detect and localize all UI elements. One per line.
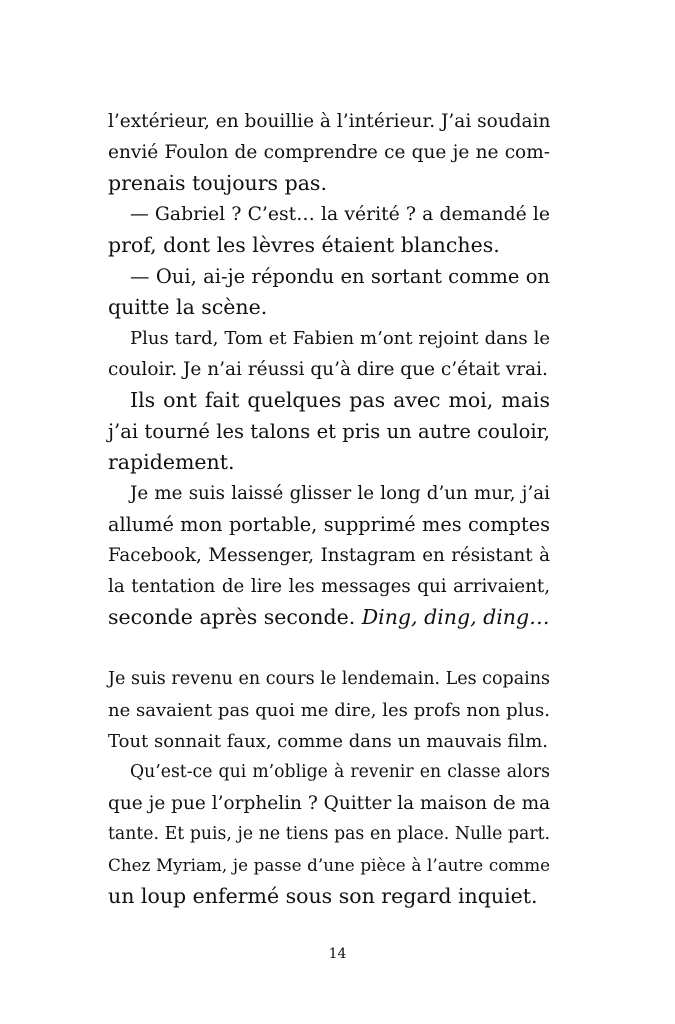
section-break bbox=[108, 633, 550, 664]
text-line: Ils ont fait quelques pas avec moi, mais bbox=[130, 388, 550, 412]
text-line: j’ai tourné les talons et pris un autre couloir, bbox=[108, 420, 550, 443]
text-line: Facebook, Messenger, Instagram en résistant à bbox=[108, 545, 550, 566]
page-number: 14 bbox=[328, 946, 347, 962]
text-line-start: seconde après seconde. bbox=[108, 605, 362, 629]
text-line: l’extérieur, en bouillie à l’intérieur. J’ai soudain bbox=[108, 111, 551, 132]
text-line: couloir. Je n’ai réussi qu’à dire que c’était vrai. bbox=[108, 359, 548, 380]
text-line: Je suis revenu en cours le lendemain. Les copains bbox=[108, 669, 550, 689]
text-line: un loup enfermé sous son regard inquiet. bbox=[108, 884, 538, 908]
text-line: — Oui, ai-je répondu en sortant comme on bbox=[130, 265, 550, 288]
text-line: la tentation de lire les messages qui arrivaient, bbox=[108, 576, 550, 597]
page-text-body bbox=[108, 106, 550, 912]
text-line: que je pue l’orphelin ? Quitter la maison de ma bbox=[108, 793, 551, 814]
text-line: ne savaient pas quoi me dire, les profs non plus. bbox=[108, 700, 550, 721]
text-line: prof, dont les lèvres étaient blanches. bbox=[108, 233, 500, 257]
text-line: tante. Et puis, je ne tiens pas en place. Nulle part. bbox=[108, 824, 550, 844]
text-line: envié Foulon de comprendre ce que je ne com- bbox=[108, 142, 550, 163]
text-line: Chez Myriam, je passe d’une pièce à l’autre comme bbox=[108, 855, 550, 875]
text-line: Je me suis laissé glisser le long d’un mur, j’ai bbox=[130, 483, 550, 504]
text-line: prenais toujours pas. bbox=[108, 171, 327, 195]
text-line: Tout sonnait faux, comme dans un mauvais film. bbox=[108, 731, 548, 752]
italic-phrase: Ding, ding, ding… bbox=[361, 605, 550, 629]
text-line: rapidement. bbox=[108, 450, 235, 474]
text-line: Qu’est-ce qui m’oblige à revenir en classe alors bbox=[130, 762, 550, 782]
text-line: — Gabriel ? C’est… la vérité ? a demandé le bbox=[130, 204, 550, 225]
text-line-with-italic bbox=[108, 602, 550, 633]
text-line: Plus tard, Tom et Fabien m’ont rejoint dans le bbox=[130, 328, 550, 349]
text-line: allumé mon portable, supprimé mes comptes bbox=[108, 513, 550, 536]
text-line: quitte la scène. bbox=[108, 295, 268, 319]
